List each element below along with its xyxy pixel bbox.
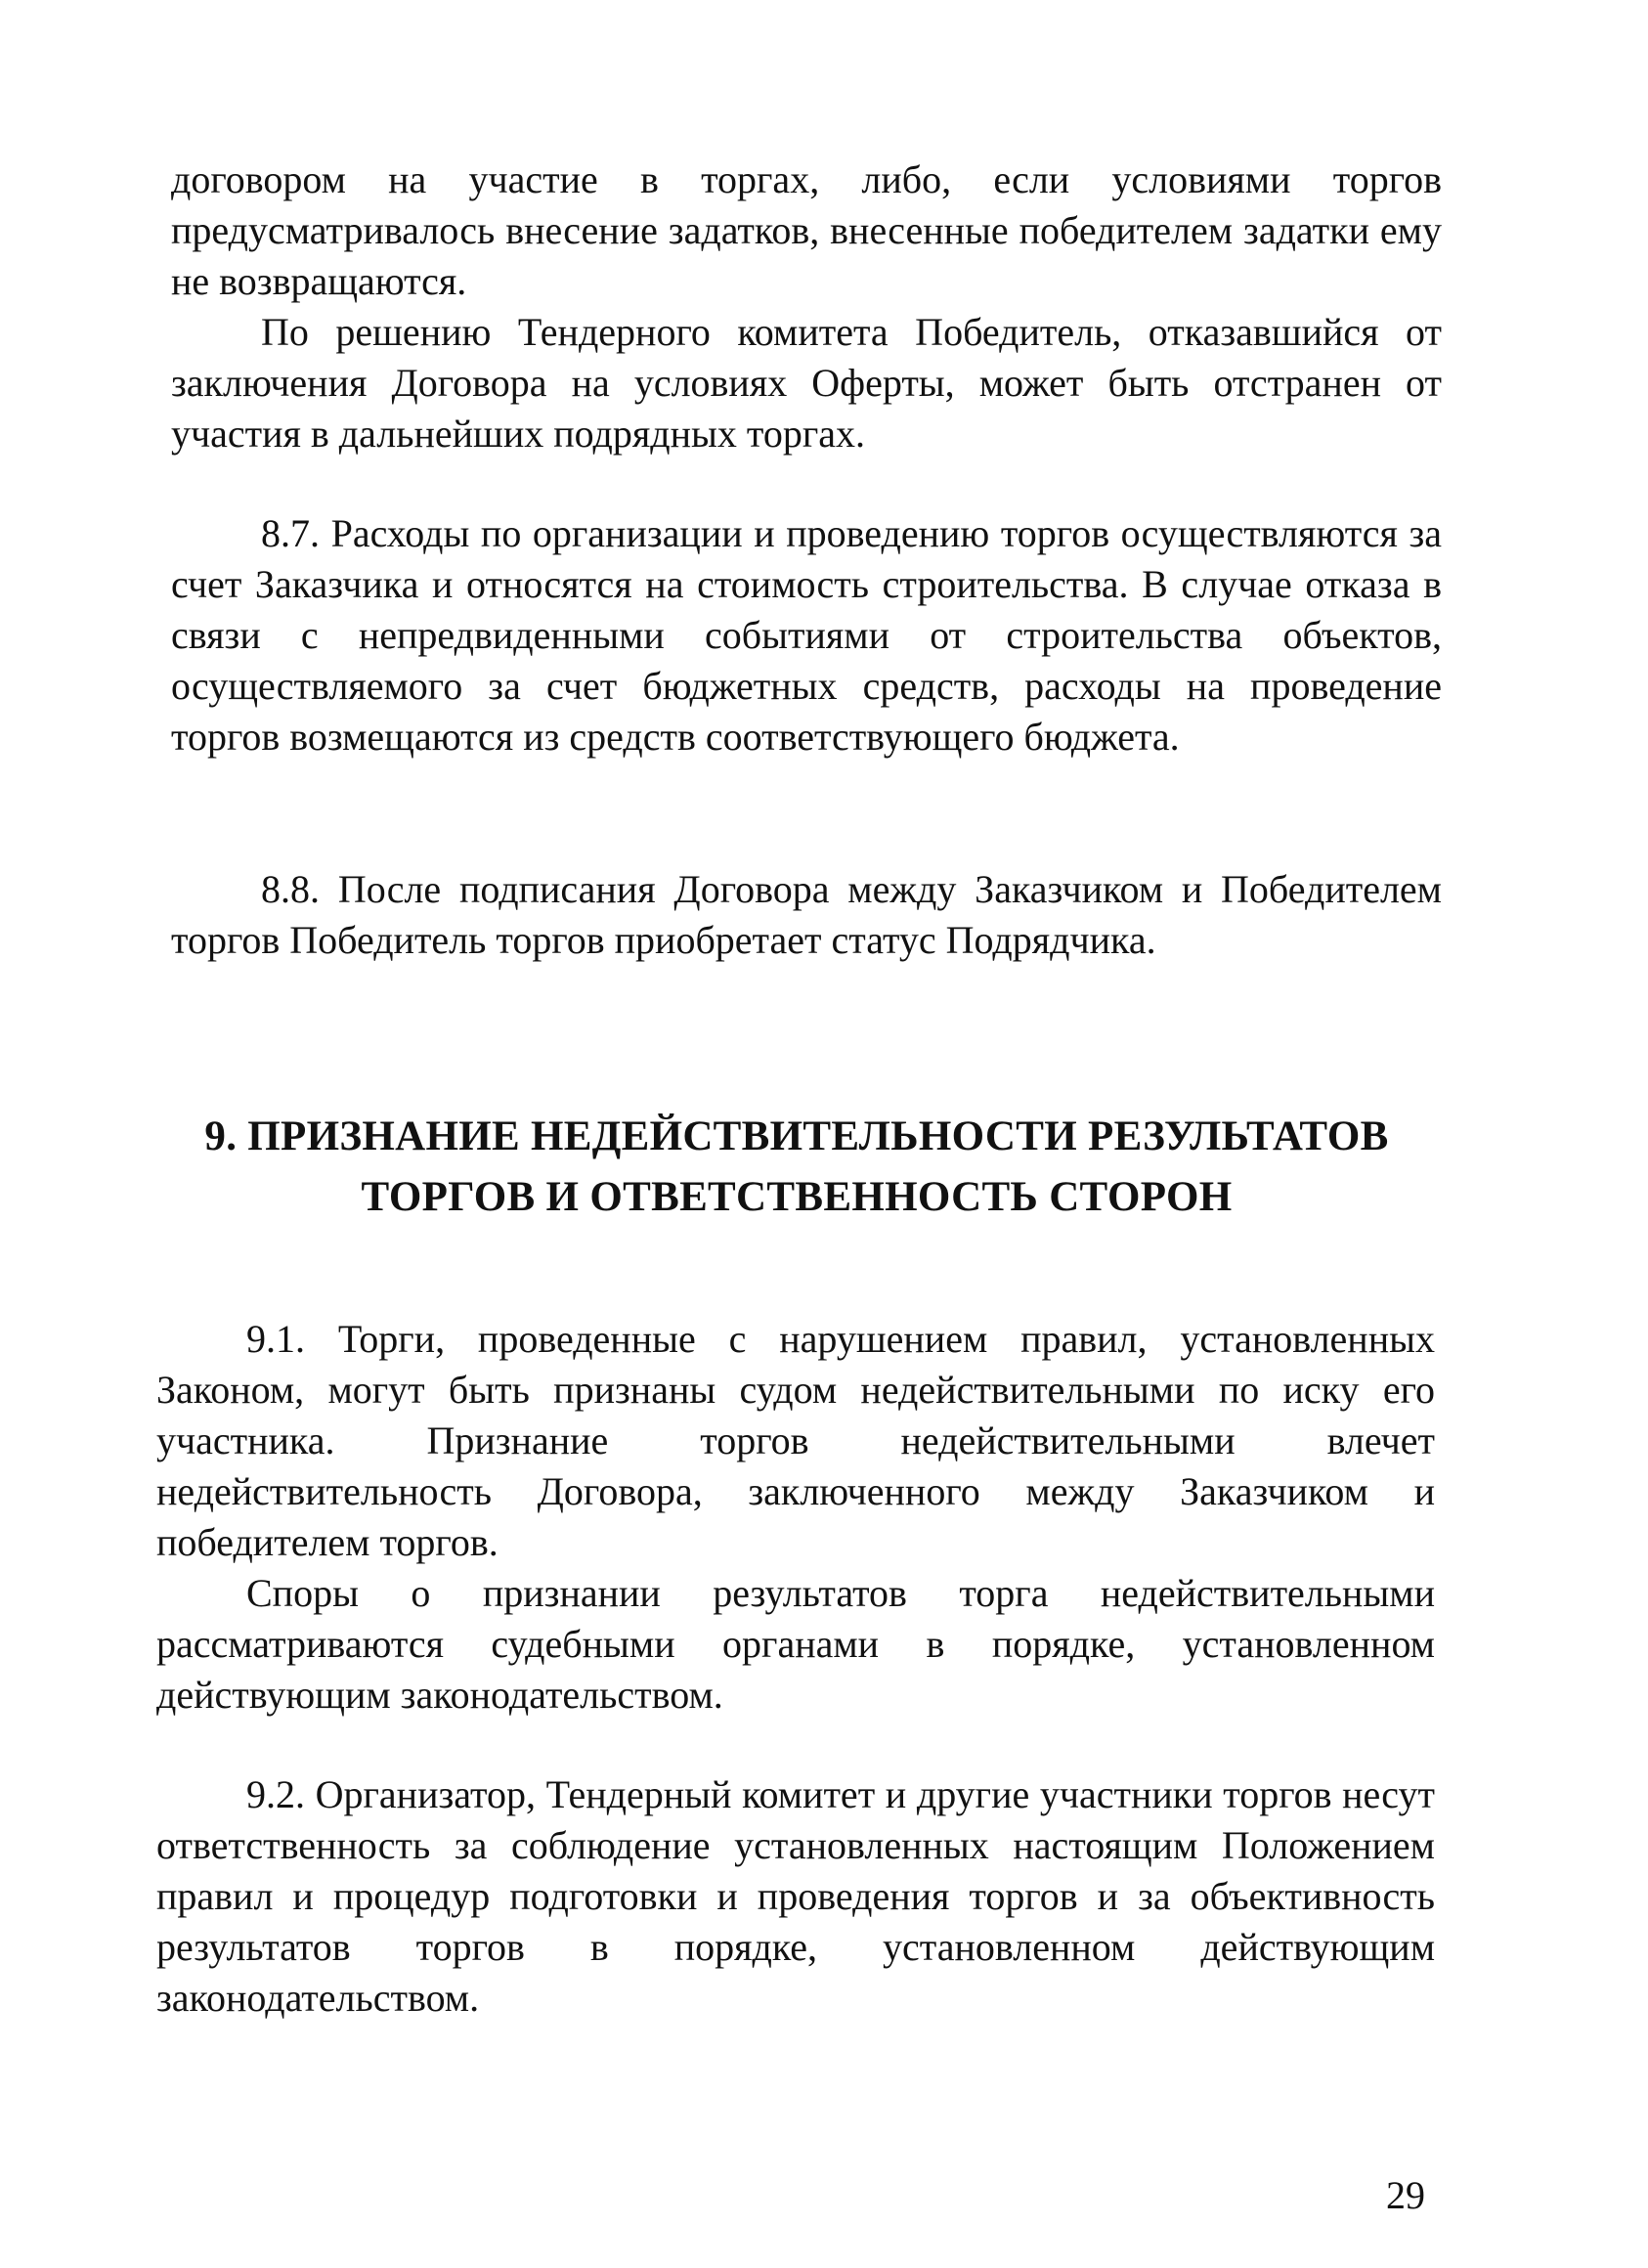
section-9-heading [156, 1107, 1437, 1228]
paragraph-8-7: 8.7. Расходы по организации и проведению торгов осуществляются за счет Заказчика и относятся на стоимость строительства. В случае отказа в связи с непредвиденными событиями от строительства объектов, осуществляемого за счет бюджетных средств, расходы на проведение торгов возмещаются из средств соответствующего бюджета. [171, 511, 1442, 759]
paragraph-deposits-continuation: договором на участие в торгах, либо, если условиями торгов предусматривалось внесение задатков, внесенные победителем задатки ему не возвращаются. [171, 157, 1442, 303]
section-heading-line-1: 9. ПРИЗНАНИЕ НЕДЕЙСТВИТЕЛЬНОСТИ РЕЗУЛЬТАТОВ [204, 1113, 1389, 1159]
section-heading-line-2: ТОРГОВ И ОТВЕТСТВЕННОСТЬ СТОРОН [361, 1174, 1233, 1220]
paragraph-9-2: 9.2. Организатор, Тендерный комитет и другие участники торгов несут ответственность за соблюдение установленных настоящим Положением правил и процедур подготовки и проведения торгов и за объективность результатов торгов в порядке, установленном действующим законодательством. [156, 1772, 1435, 2020]
paragraph-8-8: 8.8. После подписания Договора между Заказчиком и Победителем торгов Победитель торгов приобретает статус Подрядчика. [171, 867, 1442, 962]
page-number: 29 [1386, 2173, 1425, 2217]
paragraph-9-1: 9.1. Торги, проведенные с нарушением правил, установленных Законом, могут быть признаны судом недействительными по иску его участника. Признание торгов недействительными влечет недействительность Договора, заключенного между Заказчиком и победителем торгов. [156, 1317, 1435, 1564]
paragraph-winner-refusal: По решению Тендерного комитета Победитель, отказавшийся от заключения Договора на условиях Оферты, может быть отстранен от участия в дальнейших подрядных торгах. [171, 310, 1442, 456]
paragraph-disputes: Споры о признании результатов торга недействительными рассматриваются судебными органами в порядке, установленном действующим законодательством. [156, 1571, 1435, 1717]
